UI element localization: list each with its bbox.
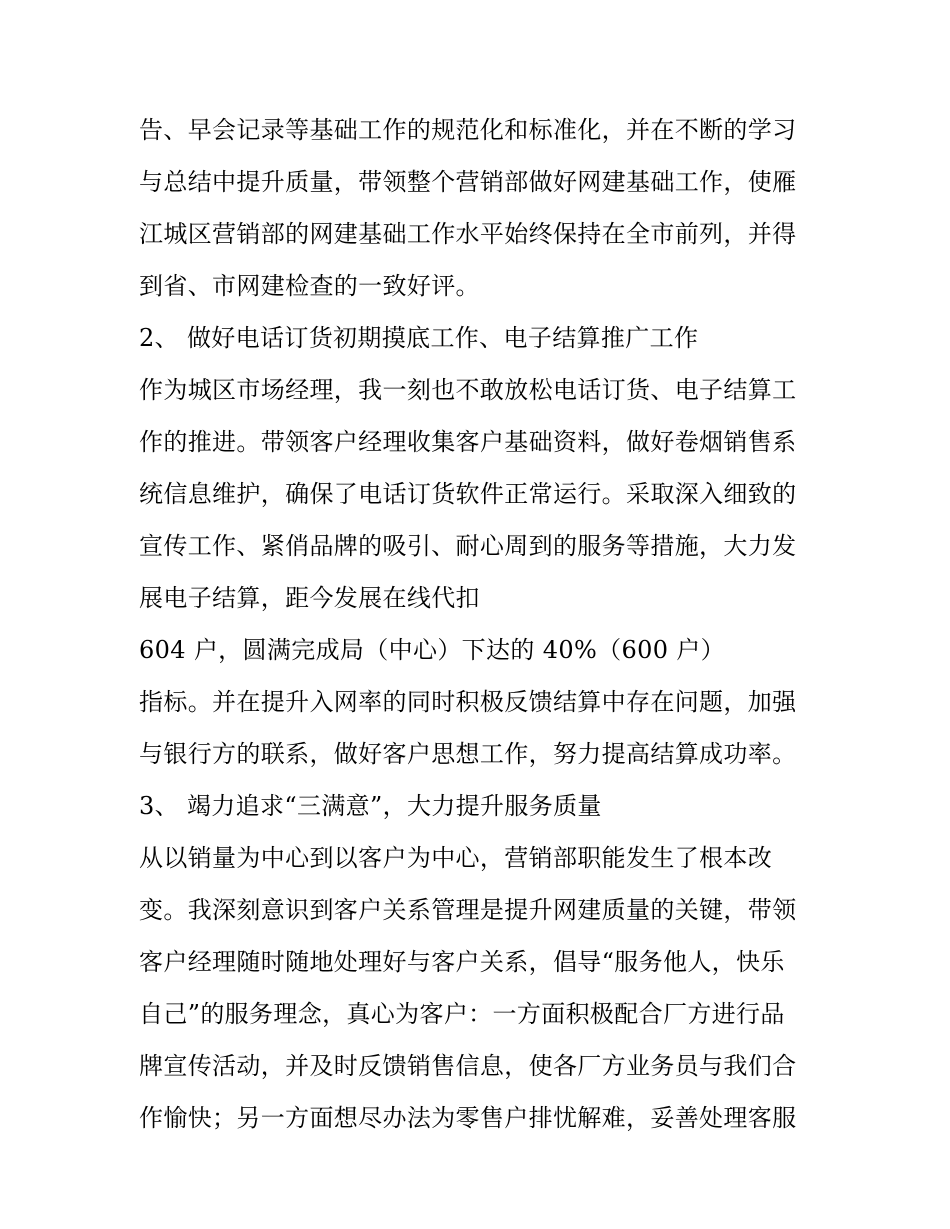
section-heading: 2、 做好电话订货初期摸底工作、电子结算推广工作 — [139, 324, 699, 352]
text-line: 展电子结算，距今发展在线代扣 — [139, 584, 480, 612]
text-line: 告、早会记录等基础工作的规范化和标准化，并在不断的学习 — [139, 116, 797, 144]
text-line: 客户经理随时随地处理好与客户关系，倡导“服务他人，快乐 — [139, 948, 785, 976]
text-line: 作的推进。带领客户经理收集客户基础资料，做好卷烟销售系 — [139, 428, 797, 456]
text-line: 指标。并在提升入网率的同时积极反馈结算中存在问题，加强 — [139, 688, 797, 716]
text-line: 从以销量为中心到以客户为中心，营销部职能发生了根本改 — [139, 844, 773, 872]
text-line: 作愉快；另一方面想尽办法为零售户排忧解难，妥善处理客服 — [139, 1104, 797, 1132]
text-line: 作为城区市场经理，我一刻也不敢放松电话订货、电子结算工 — [139, 376, 797, 404]
text-line: 变。我深刻意识到客户关系管理是提升网建质量的关键，带领 — [139, 896, 797, 924]
text-line: 牌宣传活动，并及时反馈销售信息，使各厂方业务员与我们合 — [139, 1052, 797, 1080]
text-line: 江城区营销部的网建基础工作水平始终保持在全市前列，并得 — [139, 220, 797, 248]
text-line: 604 户，圆满完成局（中心）下达的 40%（600 户） — [139, 636, 725, 664]
text-line: 宣传工作、紧俏品牌的吸引、耐心周到的服务等措施，大力发 — [139, 532, 797, 560]
text-line: 到省、市网建检查的一致好评。 — [139, 272, 480, 300]
text-line: 与银行方的联系，做好客户思想工作，努力提高结算成功率。 — [139, 740, 797, 768]
text-line: 统信息维护，确保了电话订货软件正常运行。采取深入细致的 — [139, 480, 797, 508]
document-body — [139, 104, 829, 1144]
section-heading: 3、 竭力追求“三满意”，大力提升服务质量 — [139, 792, 602, 820]
text-line: 与总结中提升质量，带领整个营销部做好网建基础工作，使雁 — [139, 168, 797, 196]
text-line: 自己”的服务理念，真心为客户：一方面积极配合厂方进行品 — [139, 1000, 785, 1028]
